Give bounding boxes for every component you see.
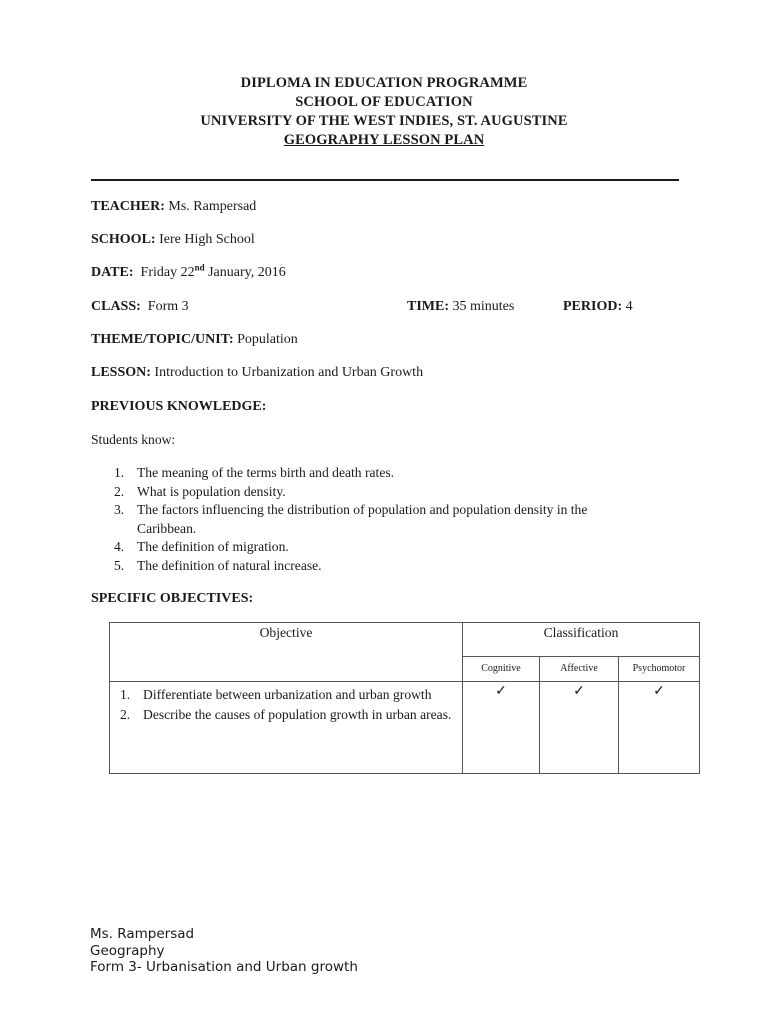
list-item-text: What is population density.: [137, 483, 286, 499]
psychomotor-header: Psychomotor: [619, 656, 700, 681]
list-item-number: 1.: [114, 465, 125, 480]
students-know-intro: Students know:: [91, 432, 176, 447]
footer-subject: Geography: [90, 942, 165, 959]
table-header-row: [110, 623, 700, 657]
list-item-text: Describe the causes of population growth in urban areas.: [143, 706, 452, 722]
lesson-field: [91, 364, 423, 382]
period-label: PERIOD:: [563, 299, 623, 314]
theme-value: Population: [237, 332, 298, 347]
list-item-number: 3.: [114, 502, 125, 517]
list-item-text: The definition of migration.: [137, 539, 289, 554]
list-item-number: 4.: [114, 539, 125, 554]
list-item-number: 2.: [120, 706, 131, 722]
table-row: [110, 682, 700, 774]
list-item-text: Differentiate between urbanization and urban growth: [143, 687, 432, 702]
objectives-table: [109, 622, 700, 774]
list-item: [91, 464, 681, 483]
list-item: [118, 705, 458, 725]
previous-knowledge-list: [91, 464, 681, 575]
list-item-text: The meaning of the terms birth and death rates.: [137, 465, 395, 480]
list-item-text: The definition of natural increase.: [137, 557, 322, 573]
lesson-value: Introduction to Urbanization and Urban Growth: [154, 365, 424, 380]
page-footer: [90, 926, 358, 976]
period-field: [563, 298, 633, 316]
list-item-number: 1.: [120, 687, 131, 702]
objectives-cell: [110, 682, 463, 774]
lesson-label: LESSON:: [91, 365, 151, 380]
footer-teacher: Ms. Rampersad: [90, 926, 195, 942]
list-item-text: The factors influencing the distribution of population and population density in the Caribbean.: [137, 502, 588, 536]
list-item: [91, 538, 681, 557]
objective-column-header: Objective: [110, 623, 463, 682]
cognitive-check-icon: ✓: [463, 682, 540, 774]
school-label: SCHOOL:: [91, 232, 156, 247]
school-title: SCHOOL OF EDUCATION: [295, 94, 473, 110]
class-label: CLASS:: [91, 299, 141, 314]
school-value: Iere High School: [159, 232, 255, 247]
date-label: DATE:: [91, 265, 134, 280]
objectives-list: [118, 685, 458, 724]
list-item: [91, 483, 681, 502]
list-item: [118, 685, 458, 705]
date-field: [91, 264, 286, 282]
time-label: TIME:: [407, 299, 449, 314]
teacher-field: [91, 198, 256, 216]
psychomotor-check-icon: ✓: [619, 682, 700, 774]
list-item-number: 2.: [114, 483, 125, 499]
date-ordinal-suffix: nd: [194, 262, 205, 273]
affective-header: Affective: [540, 656, 619, 681]
footer-topic: Form 3- Urbanisation and Urban growth: [90, 959, 358, 975]
school-field: [91, 231, 255, 249]
date-value-day: Friday 22: [140, 265, 195, 280]
programme-title: DIPLOMA IN EDUCATION PROGRAMME: [240, 75, 528, 91]
teacher-value: Ms. Rampersad: [168, 199, 257, 214]
time-value: 35 minutes: [452, 299, 515, 314]
cognitive-header: Cognitive: [463, 656, 540, 681]
period-value: 4: [625, 299, 633, 314]
date-value-month-year: January, 2016: [204, 265, 286, 280]
classification-column-header: Classification: [463, 623, 700, 657]
time-field: [407, 298, 514, 316]
university-title: UNIVERSITY OF THE WEST INDIES, ST. AUGUSTINE: [200, 113, 568, 129]
lesson-plan-title: GEOGRAPHY LESSON PLAN: [283, 132, 485, 148]
theme-field: [91, 331, 298, 349]
affective-check-icon: ✓: [540, 682, 619, 774]
list-item-number: 5.: [114, 557, 125, 573]
previous-knowledge-heading: PREVIOUS KNOWLEDGE:: [91, 399, 267, 414]
class-value: Form 3: [147, 299, 189, 314]
document-header: [0, 74, 768, 150]
specific-objectives-heading: SPECIFIC OBJECTIVES:: [91, 591, 254, 606]
teacher-label: TEACHER:: [91, 199, 165, 214]
list-item: [91, 557, 681, 576]
list-item: [91, 501, 637, 538]
theme-label: THEME/TOPIC/UNIT:: [91, 332, 234, 347]
header-divider: [91, 179, 679, 181]
class-field: [91, 298, 189, 316]
